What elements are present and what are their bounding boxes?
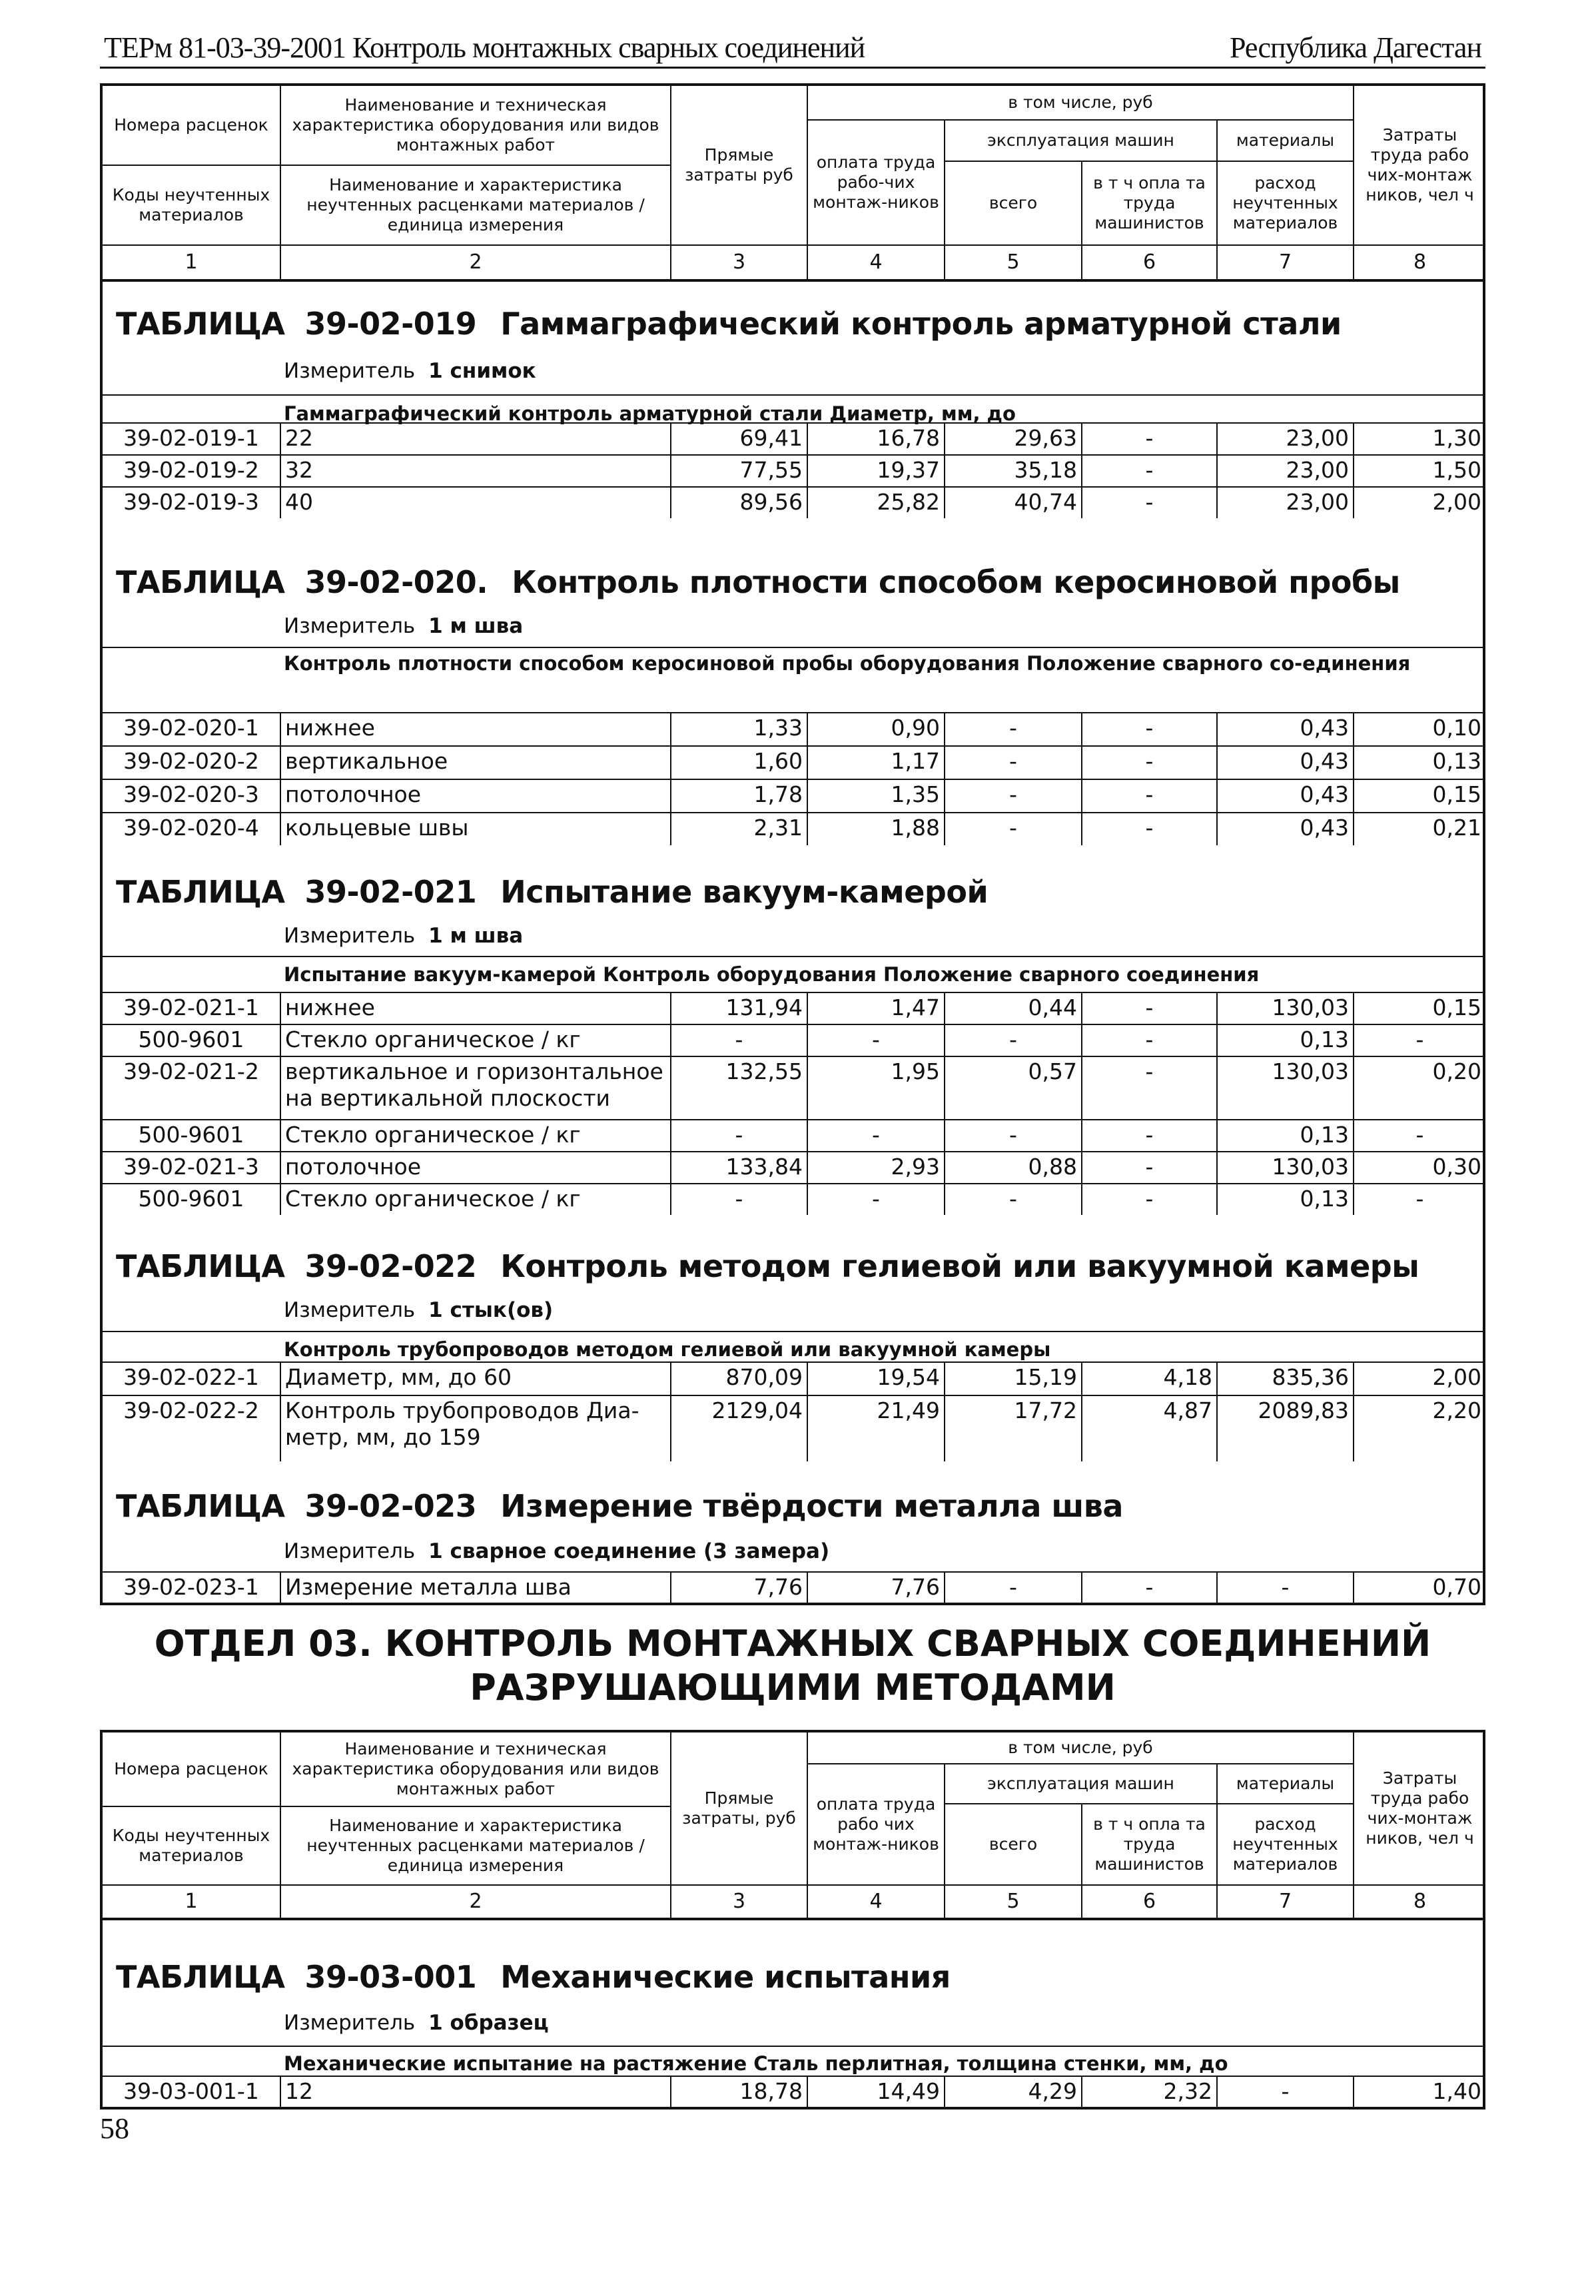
row-name: Контроль трубопроводов Диа-метр, мм, до 159: [281, 1396, 671, 1461]
value-cell: 29,63: [945, 424, 1082, 454]
header-machines: эксплуатация машин: [945, 121, 1218, 162]
value-cell: -: [1082, 993, 1218, 1024]
column-number: 4: [808, 246, 945, 279]
value-cell: 1,35: [808, 780, 945, 812]
section-measure: Измеритель 1 сварное соединение (3 замера): [284, 1539, 830, 1563]
column-numbers: [103, 246, 1483, 282]
value-cell: -: [808, 1184, 945, 1215]
row-name: Измерение металла шва: [281, 1573, 671, 1603]
value-cell: 89,56: [671, 488, 808, 518]
row-name: потолочное: [281, 1152, 671, 1183]
value-cell: -: [1415, 1122, 1424, 1148]
value-cell: -: [1218, 1573, 1354, 1603]
value-cell: 0,13: [1218, 1120, 1354, 1151]
table-row: [103, 486, 1483, 518]
row-name: 40: [281, 488, 671, 518]
value-cell: 4,29: [945, 2077, 1082, 2107]
value-cell: 0,43: [1218, 747, 1354, 779]
value-cell: -: [671, 1120, 808, 1151]
value-cell: 25,82: [808, 488, 945, 518]
value-cell: -: [945, 813, 1082, 845]
header-machines-total: всего: [945, 1804, 1082, 1886]
table-row: [103, 1395, 1483, 1461]
value-cell: 1,40: [1432, 2078, 1481, 2104]
column-number: 7: [1218, 1886, 1354, 1918]
header-including: в том числе, руб: [808, 86, 1354, 121]
value-cell: -: [945, 1573, 1082, 1603]
header-labor-hours: Затраты труда рабо чих-монтаж ников, чел ч: [1354, 86, 1485, 246]
header-material-consumption: расход неучтенных материалов: [1218, 1804, 1354, 1886]
header-work-name: Наименование и техническая характеристика оборудования или видов монтажных работ: [281, 1732, 671, 1807]
value-cell: 1,88: [808, 813, 945, 845]
table-header: [103, 86, 1483, 246]
value-cell: 131,94: [671, 993, 808, 1024]
value-cell: 15,19: [945, 1363, 1082, 1395]
rate-code: 39-02-022-2: [103, 1396, 281, 1461]
rates-table-section-02: [100, 83, 1485, 1605]
column-number: 3: [671, 246, 808, 279]
value-cell: 7,76: [671, 1573, 808, 1603]
rate-code: 39-02-020-1: [103, 713, 281, 745]
value-cell: 35,18: [945, 456, 1082, 486]
value-cell: 1,78: [671, 780, 808, 812]
section-subheader: Контроль трубопроводов методом гелиевой или вакуумной камеры: [284, 1338, 1051, 1361]
value-cell: 77,55: [671, 456, 808, 486]
header-labor-pay: оплата труда рабо-чих монтаж-ников: [808, 121, 945, 246]
column-number: 5: [945, 246, 1082, 279]
value-cell: 69,41: [671, 424, 808, 454]
table-row: [103, 2076, 1483, 2107]
rate-code: 39-03-001-1: [103, 2077, 281, 2107]
row-name: потолочное: [281, 780, 671, 812]
value-cell: 2,00: [1432, 1364, 1481, 1390]
table-row: [103, 454, 1483, 486]
header-machinist-pay: в т ч опла та труда машинистов: [1082, 162, 1218, 246]
value-cell: 2,00: [1432, 489, 1481, 515]
divider: [103, 2046, 1483, 2047]
row-name: Стекло органическое / кг: [281, 1184, 671, 1215]
section-subheader: Контроль плотности способом керосиновой пробы оборудования Положение сварного со-единения: [284, 652, 1411, 675]
header-rate-numbers: Номера расценок: [103, 1732, 281, 1807]
value-cell: 0,57: [945, 1057, 1082, 1119]
header-materials: материалы: [1218, 121, 1354, 162]
column-number: 6: [1082, 246, 1218, 279]
divider: [103, 394, 1483, 396]
column-number: 7: [1218, 246, 1354, 279]
value-cell: -: [1082, 713, 1218, 745]
value-cell: 23,00: [1218, 488, 1354, 518]
header-machines: эксплуатация машин: [945, 1764, 1218, 1804]
value-cell: -: [1082, 424, 1218, 454]
section-title: ТАБЛИЦА 39-02-021 Испытание вакуум-камерой: [116, 874, 989, 910]
section-title: ТАБЛИЦА 39-03-001 Механические испытания: [116, 1959, 951, 1995]
row-name: Диаметр, мм, до 60: [281, 1363, 671, 1395]
value-cell: 0,90: [808, 713, 945, 745]
value-cell: 0,43: [1218, 713, 1354, 745]
value-cell: 0,70: [1432, 1574, 1481, 1600]
value-cell: -: [945, 1120, 1082, 1151]
value-cell: -: [1082, 456, 1218, 486]
rate-code: 39-02-022-1: [103, 1363, 281, 1395]
value-cell: -: [1082, 1152, 1218, 1183]
header-material-consumption: расход неучтенных материалов: [1218, 162, 1354, 246]
value-cell: 1,33: [671, 713, 808, 745]
value-cell: -: [808, 1120, 945, 1151]
table-row: [103, 1183, 1483, 1215]
value-cell: -: [1082, 1573, 1218, 1603]
value-cell: -: [945, 713, 1082, 745]
region-name: Республика Дагестан: [1229, 31, 1481, 64]
section-title: ТАБЛИЦА 39-02-019 Гаммаграфический контроль арматурной стали: [116, 306, 1342, 342]
value-cell: 0,15: [1432, 781, 1481, 807]
value-cell: 0,13: [1432, 748, 1481, 774]
value-cell: -: [1082, 1025, 1218, 1056]
value-cell: 132,55: [671, 1057, 808, 1119]
value-cell: 2129,04: [671, 1396, 808, 1461]
value-cell: 1,50: [1432, 457, 1481, 483]
row-name: вертикальное: [281, 747, 671, 779]
value-cell: -: [1082, 1184, 1218, 1215]
column-number: 1: [103, 1886, 281, 1918]
value-cell: 2,32: [1082, 2077, 1218, 2107]
header-work-name: Наименование и техническая характеристика оборудования или видов монтажных работ: [281, 86, 671, 166]
column-number: 8: [1413, 250, 1427, 274]
rate-code: 39-02-020-3: [103, 780, 281, 812]
value-cell: -: [808, 1025, 945, 1056]
rate-code: 500-9601: [103, 1184, 281, 1215]
rate-code: 39-02-023-1: [103, 1573, 281, 1603]
rate-code: 39-02-020-4: [103, 813, 281, 845]
table-row: [103, 1571, 1483, 1603]
row-name: 32: [281, 456, 671, 486]
page-number: 58: [100, 2112, 129, 2145]
value-cell: -: [1082, 780, 1218, 812]
table-row: [103, 1151, 1483, 1183]
value-cell: 14,49: [808, 2077, 945, 2107]
value-cell: 1,95: [808, 1057, 945, 1119]
section-measure: Измеритель 1 образец: [284, 2011, 549, 2035]
header-machinist-pay: в т ч опла та труда машинистов: [1082, 1804, 1218, 1886]
value-cell: 0,13: [1218, 1025, 1354, 1056]
section-subheader: Гаммаграфический контроль арматурной стали Диаметр, мм, до: [284, 402, 1016, 425]
value-cell: 19,37: [808, 456, 945, 486]
value-cell: -: [945, 780, 1082, 812]
header-direct-costs: Прямые затраты руб: [671, 86, 808, 246]
value-cell: 1,47: [808, 993, 945, 1024]
document-title: ТЕРм 81-03-39-2001 Контроль монтажных сварных соединений: [104, 31, 865, 64]
value-cell: 23,00: [1218, 456, 1354, 486]
rate-code: 39-02-019-1: [103, 424, 281, 454]
section-subheader: Испытание вакуум-камерой Контроль оборудования Положение сварного соединения: [284, 963, 1260, 986]
column-number: 1: [103, 246, 281, 279]
value-cell: 2,93: [808, 1152, 945, 1183]
rate-code: 500-9601: [103, 1120, 281, 1151]
value-cell: -: [945, 1184, 1082, 1215]
value-cell: 1,30: [1432, 425, 1481, 451]
value-cell: 17,72: [945, 1396, 1082, 1461]
value-cell: -: [1415, 1026, 1424, 1052]
value-cell: 0,43: [1218, 813, 1354, 845]
value-cell: 19,54: [808, 1363, 945, 1395]
value-cell: 0,10: [1432, 715, 1481, 741]
page-header: [100, 27, 1485, 69]
value-cell: 0,20: [1432, 1058, 1481, 1084]
header-material-codes: Коды неучтенных материалов: [103, 1807, 281, 1886]
value-cell: 130,03: [1218, 1152, 1354, 1183]
value-cell: 130,03: [1218, 993, 1354, 1024]
value-cell: 835,36: [1218, 1363, 1354, 1395]
table-row: [103, 812, 1483, 845]
divider: [103, 1331, 1483, 1332]
value-cell: 40,74: [945, 488, 1082, 518]
value-cell: 2089,83: [1218, 1396, 1354, 1461]
section-title: ТАБЛИЦА 39-02-020. Контроль плотности способом керосиновой пробы: [116, 564, 1400, 600]
value-cell: 0,13: [1218, 1184, 1354, 1215]
value-cell: 2,31: [671, 813, 808, 845]
value-cell: -: [945, 747, 1082, 779]
department-title-line: ОТДЕЛ 03. КОНТРОЛЬ МОНТАЖНЫХ СВАРНЫХ СОЕДИНЕНИЙ: [154, 1623, 1431, 1665]
column-number: 2: [281, 246, 671, 279]
value-cell: -: [945, 1025, 1082, 1056]
value-cell: 0,30: [1432, 1154, 1481, 1180]
column-number: 4: [808, 1886, 945, 1918]
rate-code: 39-02-019-2: [103, 456, 281, 486]
value-cell: 130,03: [1218, 1057, 1354, 1119]
value-cell: 2,20: [1432, 1397, 1481, 1423]
column-number: 3: [671, 1886, 808, 1918]
column-numbers: [103, 1886, 1483, 1920]
value-cell: 7,76: [808, 1573, 945, 1603]
value-cell: 0,21: [1432, 815, 1481, 841]
header-machines-total: всего: [945, 162, 1082, 246]
value-cell: 0,88: [945, 1152, 1082, 1183]
rate-code: 39-02-019-3: [103, 488, 281, 518]
table-row: [103, 1119, 1483, 1151]
rate-code: 39-02-021-2: [103, 1057, 281, 1119]
value-cell: -: [1082, 813, 1218, 845]
header-direct-costs: Прямые затраты, руб: [671, 1732, 808, 1886]
rates-table-section-03: [100, 1730, 1485, 2109]
rate-code: 500-9601: [103, 1025, 281, 1056]
value-cell: -: [1082, 488, 1218, 518]
value-cell: -: [671, 1184, 808, 1215]
value-cell: 16,78: [808, 424, 945, 454]
header-labor-hours: Затраты труда рабо чих-монтаж ников, чел ч: [1354, 1732, 1485, 1886]
divider: [103, 956, 1483, 957]
value-cell: 21,49: [808, 1396, 945, 1461]
table-row: [103, 422, 1483, 454]
row-name: нижнее: [281, 713, 671, 745]
table-header: [103, 1732, 1483, 1886]
column-number: 2: [281, 1886, 671, 1918]
value-cell: -: [671, 1025, 808, 1056]
table-row: [103, 745, 1483, 779]
row-name: 12: [281, 2077, 671, 2107]
value-cell: 4,87: [1082, 1396, 1218, 1461]
row-name: Стекло органическое / кг: [281, 1120, 671, 1151]
value-cell: 23,00: [1218, 424, 1354, 454]
value-cell: -: [1415, 1186, 1424, 1212]
header-including: в том числе, руб: [808, 1732, 1354, 1764]
department-title-line: РАЗРУШАЮЩИМИ МЕТОДАМИ: [470, 1667, 1116, 1709]
section-measure: Измеритель 1 снимок: [284, 359, 536, 383]
value-cell: 0,15: [1432, 994, 1481, 1020]
value-cell: -: [1218, 2077, 1354, 2107]
value-cell: -: [1082, 1057, 1218, 1119]
header-material-name: Наименование и характеристика неучтенных расценками материалов / единица измерения: [281, 166, 671, 246]
row-name: Стекло органическое / кг: [281, 1025, 671, 1056]
section-measure: Измеритель 1 м шва: [284, 614, 524, 638]
column-number: 6: [1082, 1886, 1218, 1918]
value-cell: 0,43: [1218, 780, 1354, 812]
table-row: [103, 1056, 1483, 1119]
row-name: нижнее: [281, 993, 671, 1024]
row-name: 22: [281, 424, 671, 454]
section-measure: Измеритель 1 стык(ов): [284, 1298, 554, 1322]
value-cell: 0,44: [945, 993, 1082, 1024]
value-cell: 18,78: [671, 2077, 808, 2107]
section-title: ТАБЛИЦА 39-02-023 Измерение твёрдости металла шва: [116, 1488, 1123, 1524]
value-cell: 133,84: [671, 1152, 808, 1183]
rate-code: 39-02-020-2: [103, 747, 281, 779]
value-cell: -: [1082, 1120, 1218, 1151]
header-material-codes: Коды неучтенных материалов: [103, 166, 281, 246]
value-cell: 870,09: [671, 1363, 808, 1395]
table-row: [103, 1024, 1483, 1056]
table-row: [103, 1361, 1483, 1395]
section-title: ТАБЛИЦА 39-02-022 Контроль методом гелиевой или вакуумной камеры: [116, 1248, 1419, 1284]
value-cell: 1,60: [671, 747, 808, 779]
row-name: вертикальное и горизонтальное на вертикальной плоскости: [281, 1057, 671, 1119]
section-measure: Измеритель 1 м шва: [284, 924, 524, 948]
table-row: [103, 779, 1483, 812]
rate-code: 39-02-021-1: [103, 993, 281, 1024]
header-labor-pay: оплата труда рабо чих монтаж-ников: [808, 1764, 945, 1886]
rate-code: 39-02-021-3: [103, 1152, 281, 1183]
column-number: 5: [945, 1886, 1082, 1918]
row-name: кольцевые швы: [281, 813, 671, 845]
table-row: [103, 992, 1483, 1024]
column-number: 8: [1413, 1890, 1427, 1913]
header-material-name: Наименование и характеристика неучтенных расценками материалов / единица измерения: [281, 1807, 671, 1886]
header-materials: материалы: [1218, 1764, 1354, 1804]
value-cell: 4,18: [1082, 1363, 1218, 1395]
header-rate-numbers: Номера расценок: [103, 86, 281, 166]
table-row: [103, 712, 1483, 745]
value-cell: 1,17: [808, 747, 945, 779]
department-title: [100, 1622, 1485, 1710]
divider: [103, 647, 1483, 648]
section-subheader: Механические испытание на растяжение Сталь перлитная, толщина стенки, мм, до: [284, 2052, 1228, 2075]
value-cell: -: [1082, 747, 1218, 779]
